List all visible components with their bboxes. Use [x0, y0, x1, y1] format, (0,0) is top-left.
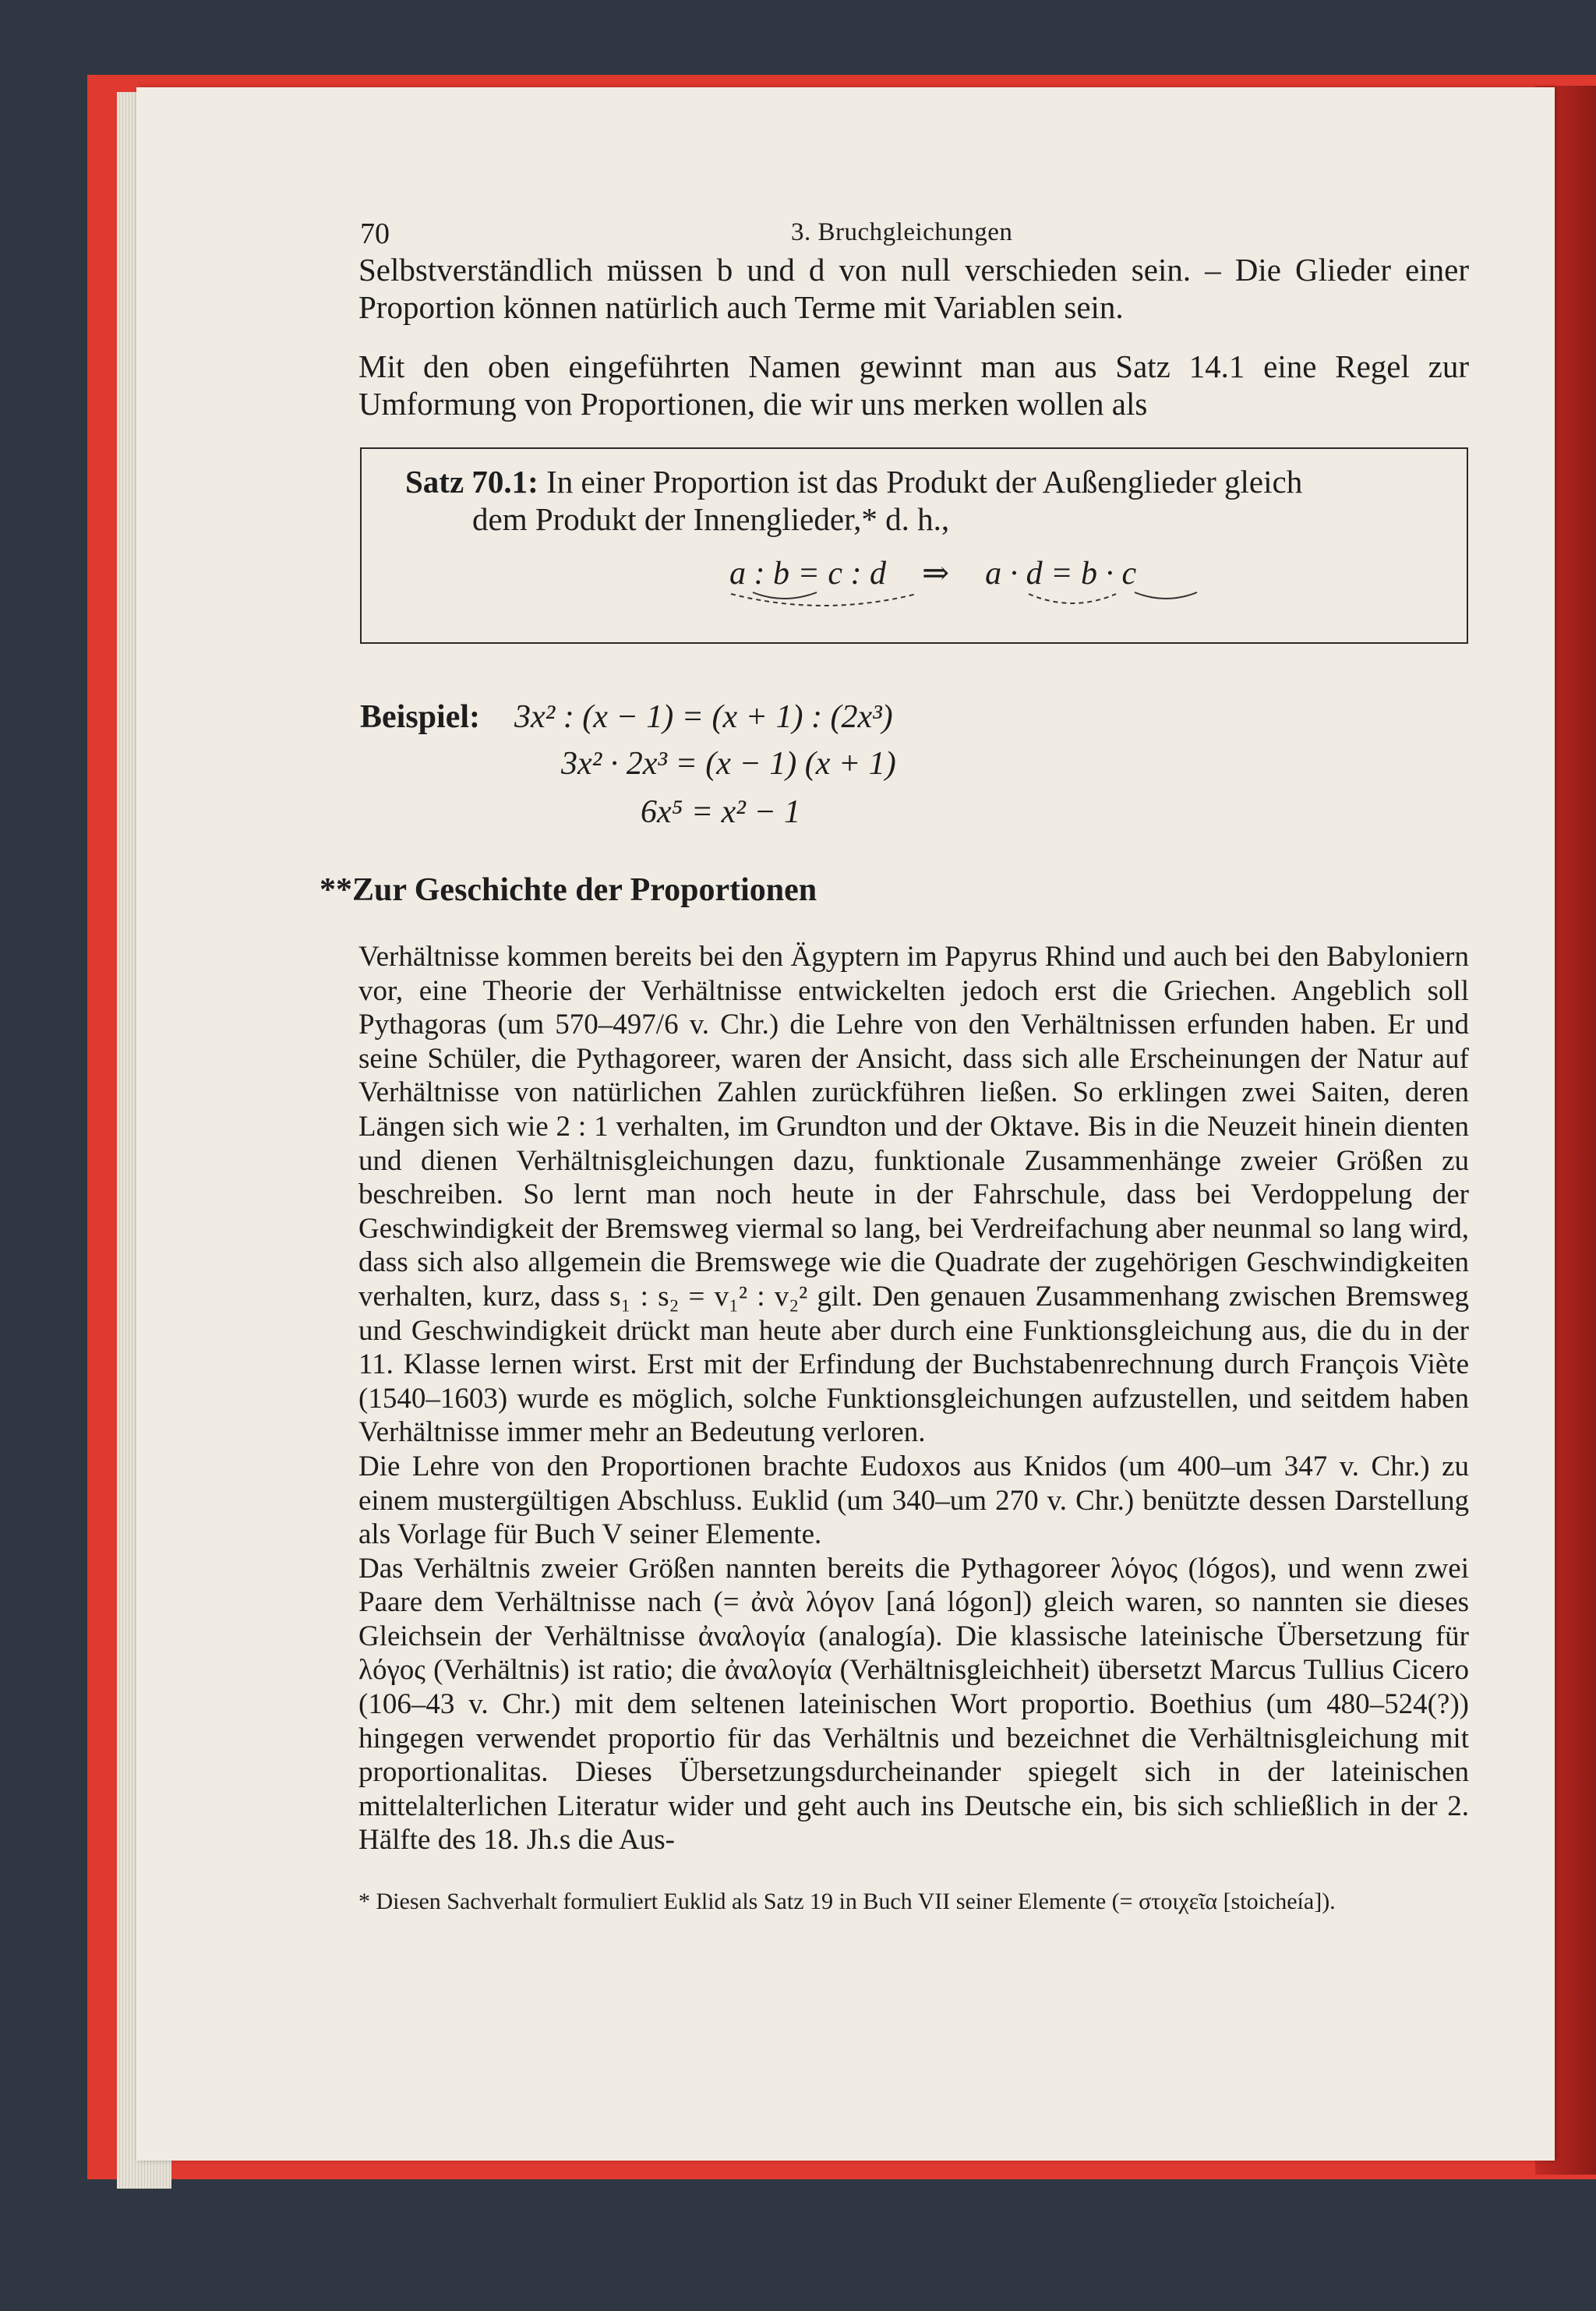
- theorem-line-1: In einer Proportion ist das Produkt der Außenglieder gleich: [546, 464, 1303, 500]
- theorem-line-2: dem Produkt der Innenglieder,* d. h.,: [472, 501, 950, 537]
- formula-right: a · d = b · c: [985, 556, 1137, 592]
- theorem-label: Satz 70.1:: [405, 464, 538, 500]
- section-heading: **Zur Geschichte der Proportionen: [320, 872, 817, 908]
- history-paragraph-1: Verhältnisse kommen bereits bei den Ägyptern im Papyrus Rhind und auch bei den Babyloniern vor, eine Theorie der Verhältnisse entwickelten jedoch erst die Griechen. Angeblich soll Pythagoras (um 570–497/6 v. Chr.) die Lehre von den Verhältnissen erfunden haben. Er und seine Schüler, die Pythagoreer, waren der Ansicht, dass sich alle Erscheinungen der Natur auf Verhältnisse von natürlichen Zahlen zurückführen ließen. So erklingen zwei Saiten, deren Längen sich wie 2 : 1 verhalten, im Grundton und der Oktave. Bis in die Neuzeit hinein dienten und dienen Verhältnisgleichungen dazu, funktionale Zusammenhänge zweier Größen zu beschreiben. So lernt man noch heute in der Fahrschule, dass bei Verdoppelung der Geschwindigkeit der Bremsweg viermal so lang, bei Verdreifachung aber neunmal so lang wird, dass sich also allgemein die Bremswege wie die Quadrate der zugehörigen Geschwindigkeiten verhalten, kurz, dass s₁ : s₂ = v₁² : v₂² gilt. Den genauen Zusammenhang zwischen Bremsweg und Geschwindigkeit drückt man heute aber durch eine Funktionsgleichung aus, die du in der 11. Klasse lernen wirst. Erst mit der Erfindung der Buchstabenrechnung durch François Viète (1540–1603) wurde es möglich, solche Funktionsgleichungen aufzustellen, und seitdem haben Verhältnisse immer mehr an Bedeutung verloren.: [358, 941, 1469, 1449]
- intro-paragraph-1: Selbstverständlich müssen b und d von null verschieden sein. – Die Glieder einer Proportion können natürlich auch Terme mit Variablen sein.: [358, 252, 1469, 325]
- example-label: Beispiel:: [360, 699, 480, 735]
- example-equation-1: 3x² : (x − 1) = (x + 1) : (2x³): [514, 699, 893, 735]
- page-content: [320, 204, 1469, 1915]
- formula-brace-marks: [729, 589, 1213, 620]
- implies-arrow: ⇒: [921, 556, 950, 592]
- example: [358, 698, 1469, 854]
- running-header: [358, 204, 1469, 251]
- footnote: * Diesen Sachverhalt formuliert Euklid als Satz 19 in Buch VII seiner Elemente (= στοιχεῖα [stoicheía]).: [358, 1889, 1336, 1915]
- theorem-box: [360, 447, 1468, 644]
- example-equation-3: 6x⁵ = x² − 1: [641, 794, 801, 830]
- history-paragraph-3: Das Verhältnis zweier Größen nannten bereits die Pythagoreer λόγος (lógos), und wenn zwei Paare dem Verhältnisse nach (= ἀνὰ λόγον [aná lógon]) gleich waren, so nannten sie dieses Gleichsein der Verhältnisse ἀναλογία (analogía). Die klassische lateinische Übersetzung für λόγος (Verhältnis) ist ratio; die ἀναλογία (Verhältnisgleichheit) übersetzt Marcus Tullius Cicero (106–43 v. Chr.) mit dem seltenen lateinischen Wort proportio. Boethius (um 480–524(?)) hingegen verwendet proportio für das Verhältnis und bezeichnet die Verhältnisgleichung mit proportionalitas. Dieses Übersetzungsdurcheinander spiegelt sich in der lateinischen mittelalterlichen Literatur wider und geht auch ins Deutsche ein, bis sich schließlich in der 2. Hälfte des 18. Jh.s die Aus-: [358, 1552, 1469, 1857]
- history-paragraph-2: Die Lehre von den Proportionen brachte Eudoxos aus Knidos (um 400–um 347 v. Chr.) zu einem mustergültigen Abschluss. Euklid (um 340–um 270 v. Chr.) benützte dessen Darstellung als Vorlage für Buch V seiner Elemente.: [358, 1450, 1469, 1551]
- chapter-title: 3. Bruchgleichungen: [791, 218, 1013, 246]
- example-equation-2: 3x² · 2x³ = (x − 1) (x + 1): [561, 746, 896, 782]
- formula-left: a : b = c : d: [729, 556, 886, 592]
- intro-paragraph-2: Mit den oben eingeführten Namen gewinnt man aus Satz 14.1 eine Regel zur Umformung von Proportionen, die wir uns merken wollen als: [358, 348, 1469, 422]
- theorem-formula: [729, 553, 1136, 592]
- page-number: 70: [360, 217, 390, 250]
